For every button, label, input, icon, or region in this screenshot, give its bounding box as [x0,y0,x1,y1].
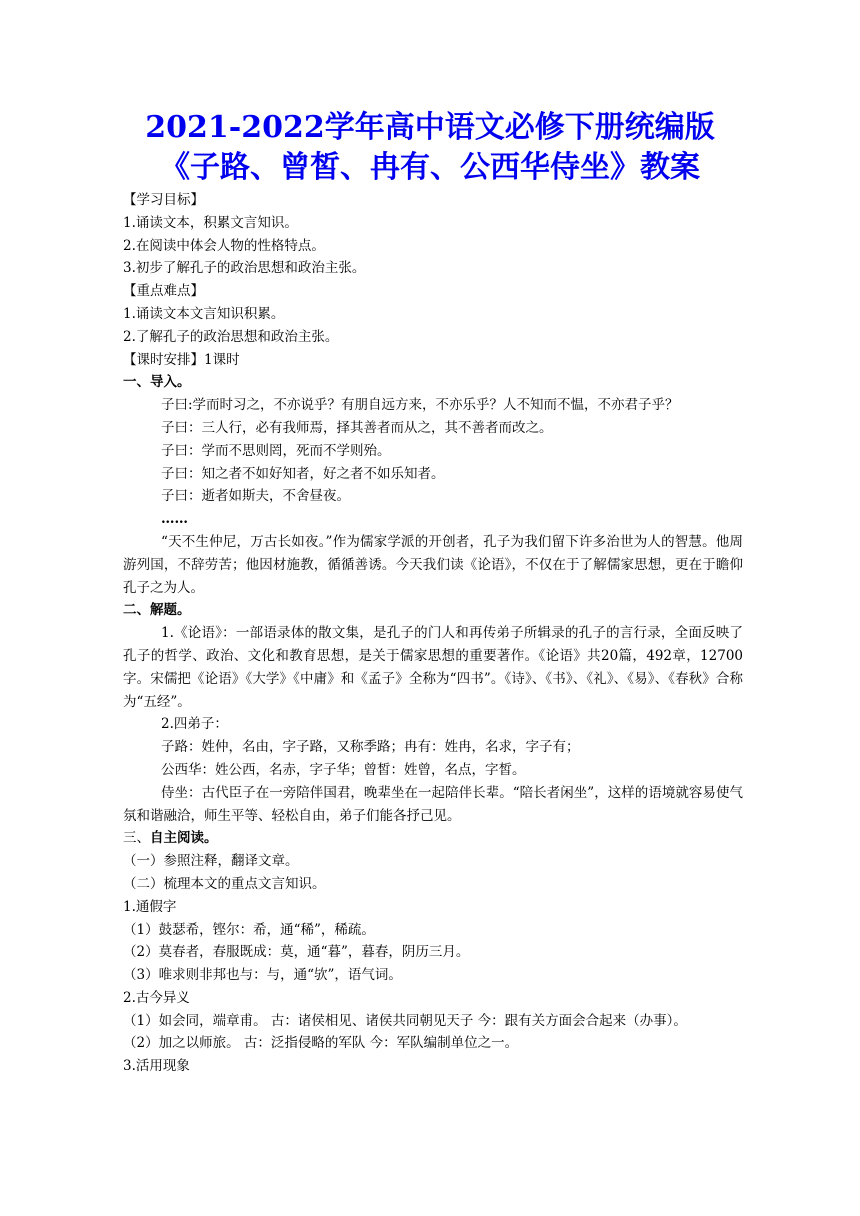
subsection-line: （二）梳理本文的重点文言知识。 [123,875,326,892]
quote-line: 子曰：三人行，必有我师焉，择其善者而从之，其不善者而改之。 [161,419,553,436]
disciples-label: 2.四弟子： [161,716,228,733]
key-points-heading: 【重点难点】 [123,283,204,300]
shizuo-paragraph: 侍坐：古代臣子在一旁陪伴国君，晚辈坐在一起陪伴长辈。“陪长者闲坐”，这样的语境就容易使气氛和谐融洽，师生平等、轻松自由，弟子们能各抒己见。 [123,784,743,824]
gujin-item: （2）加之以师旅。 古：泛指侵略的军队 今：军队编制单位之一。 [123,1035,519,1052]
intro-paragraph: “天不生仲尼，万古长如夜。”作为儒家学派的开创者，孔子为我们留下许多治世为人的智慧。他周游列国，不辞劳苦；他因材施教，循循善诱。今天我们读《论语》，不仅在于了解儒家思想，更在于瞻仰孔子之为人。 [123,533,743,596]
section2-heading: 二、解题。 [123,602,191,619]
schedule-value: 1课时 [204,351,240,368]
tongjia-label: 1.通假字 [123,898,177,915]
quote-line: 子曰：知之者不如好知者，好之者不如乐知者。 [161,465,445,482]
goal-item: 2.在阅读中体会人物的性格特点。 [123,237,325,254]
section1-heading: 一、导入。 [123,374,191,391]
section3-heading-num: 三、 [123,830,150,847]
disciples-line: 公西华：姓公西，名赤，字子华；曾皙：姓曾，名点，字皙。 [161,761,526,778]
goal-item: 3.初步了解孔子的政治思想和政治主张。 [123,260,366,277]
tongjia-item: （2）莫春者，春服既成：莫，通“暮”，暮春，阴历三月。 [123,944,470,961]
quote-line: 子曰:学而时习之，不亦说乎？有朋自远方来，不亦乐乎？人不知而不愠，不亦君子乎？ [161,397,679,414]
quote-line: 子曰：逝者如斯夫，不舍昼夜。 [161,488,350,505]
schedule-line [123,349,743,372]
tongjia-item: （3）唯求则非邦也与：与，通“欤”，语气词。 [123,967,402,984]
key-point-item: 2.了解孔子的政治思想和政治主张。 [123,328,339,345]
document-title-line1: 2021-2022学年高中语文必修下册统编版 [145,110,715,145]
ellipsis: …… [161,511,188,528]
gujin-label: 2.古今异义 [123,989,190,1006]
section3-heading [123,827,743,850]
tongjia-item: （1）鼓瑟希，铿尔：希，通“稀”，稀疏。 [123,921,375,938]
subsection-line: （一）参照注释，翻译文章。 [123,853,299,870]
section3-heading-text: 自主阅读。 [150,830,218,847]
gujin-item: （1）如会同，端章甫。 古：诸侯相见、诸侯共同朝见天子 今：跟有关方面会合起来（办事）。 [123,1012,687,1029]
goals-heading: 【学习目标】 [123,192,204,208]
huoyong-label: 3.活用现象 [123,1058,190,1075]
quote-line: 子曰：学而不思则罔，死而不学则殆。 [161,442,391,459]
key-point-item: 1.诵读文本文言知识积累。 [123,305,285,322]
schedule-heading: 【课时安排】 [123,351,204,368]
disciples-line: 子路：姓仲，名由，字子路，又称季路；冉有：姓冉，名求，字子有； [161,739,580,756]
goal-item: 1.诵读文本，积累文言知识。 [123,214,298,231]
lunyu-paragraph: 1.《论语》：一部语录体的散文集，是孔子的门人和再传弟子所辑录的孔子的言行录，全面反映了孔子的哲学、政治、文化和教育思想，是关于儒家思想的重要著作。《论语》共20篇，492章，12700字。宋儒把《论语》《大学》《中庸》和《孟子》全称为“四书”。《诗》、《书》、《礼》、《易》、《春秋》合称为“五经”。 [123,625,743,710]
document-body [123,189,743,1078]
document-title-line2: 《子路、曾皙、冉有、公西华侍坐》教案 [160,150,700,185]
